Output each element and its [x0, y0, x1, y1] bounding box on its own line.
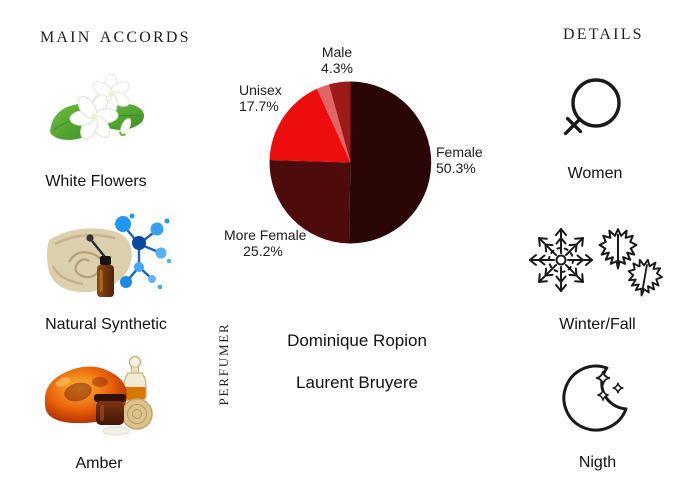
detail-label: Winter/Fall: [559, 316, 636, 333]
accord-label: White Flowers: [45, 173, 147, 190]
gender-pie-chart: [266, 78, 435, 247]
details-title: DETAILS: [563, 26, 644, 43]
pie-label-more-female: More Female 25.2%: [224, 227, 307, 259]
natural-synthetic-image: [39, 210, 174, 306]
crescent-moon-stars-icon: [555, 358, 640, 438]
perfumer-name: Dominique Ropion: [287, 331, 427, 350]
perfumer-title: PERFUMER: [216, 322, 231, 406]
pie-label-female: Female 50.3%: [436, 144, 483, 176]
pie-slice-female: [349, 82, 431, 244]
pie-label-male: Male 4.3%: [321, 44, 353, 76]
detail-season: [525, 220, 670, 334]
main-accords-title: MAIN ACCORDS: [40, 29, 191, 46]
accord-white-flowers: [42, 72, 150, 191]
white-flowers-image: [44, 72, 149, 157]
perfumer-name: Laurent Bruyere: [296, 373, 418, 392]
pie-label-unisex: Unisex 17.7%: [239, 82, 282, 114]
accord-amber: [40, 352, 158, 473]
accord-natural-synthetic: [36, 210, 176, 334]
accord-label: Amber: [75, 455, 123, 472]
detail-time-of-day: [555, 358, 640, 472]
female-gender-icon: [555, 72, 635, 157]
accord-label: Natural Synthetic: [45, 316, 167, 333]
snowflake-maple-leaves-icon: [525, 220, 670, 300]
amber-image: [40, 352, 158, 441]
detail-label: Nigth: [578, 454, 617, 471]
detail-label: Women: [567, 165, 623, 182]
detail-gender: [553, 72, 637, 183]
